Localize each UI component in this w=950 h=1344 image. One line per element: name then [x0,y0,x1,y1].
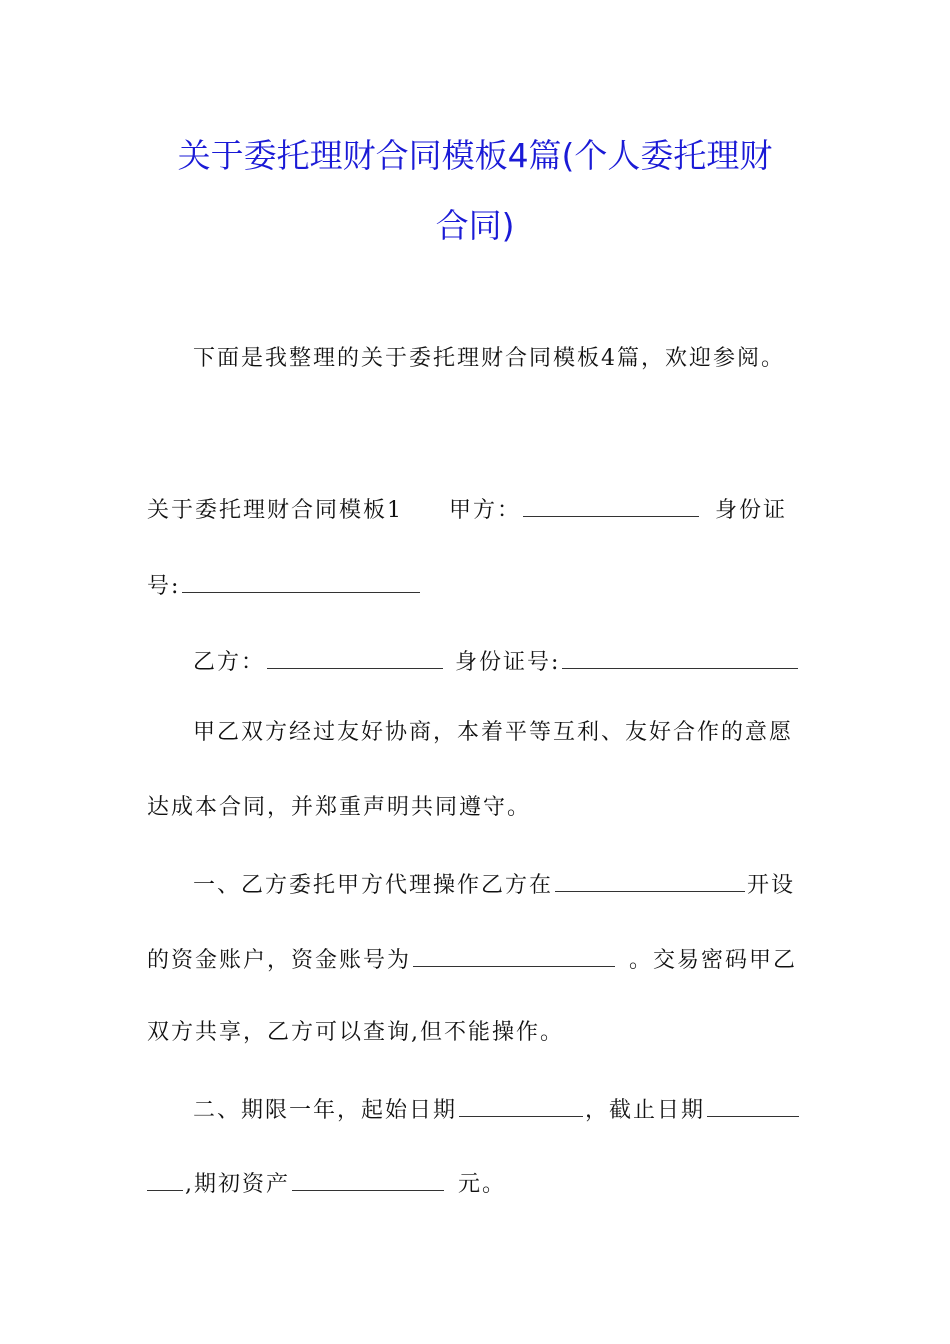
document-title-line1: 关于委托理财合同模板4篇(个人委托理财 [177,136,773,175]
id-label-part2: 号: [147,574,181,599]
section1-heading: 关于委托理财合同模板1 [147,498,403,523]
clause1-line3: 双方共享，乙方可以查询,但不能操作。 [147,1020,564,1045]
end-date-blank [707,1094,799,1117]
party-a-label: 甲方： [449,498,522,523]
clause2-line2-text-b: 元。 [458,1172,507,1197]
end-date-blank-cont [147,1168,183,1191]
clause2-line2-text-a: ,期初资产 [185,1172,290,1197]
party-a-id-blank [182,570,420,593]
clause1-institution-blank [555,869,745,892]
clause1-line2-text-b: 。交易密码甲乙 [629,948,798,973]
party-b-line [193,646,853,678]
initial-assets-blank [292,1168,444,1191]
clause1-text-b: 开设 [747,873,796,898]
id-label-part1: 身份证 [715,498,788,523]
clause1-line2-text-a: 的资金账户，资金账号为 [147,948,412,973]
start-date-blank [459,1094,583,1117]
clause2-text-a: 二、期限一年，起始日期 [193,1098,458,1123]
clause1-line1 [193,869,853,901]
party-b-blank [267,646,443,669]
account-number-blank [413,944,615,967]
para1-line2: 达成本合同，并郑重声明共同遵守。 [147,795,532,820]
section1-first-line [147,494,807,526]
document-title-line2: 合同) [435,206,515,245]
party-a-id-line [147,570,807,602]
clause1-text-a: 一、乙方委托甲方代理操作乙方在 [193,873,554,898]
para1-line1: 甲乙双方经过友好协商，本着平等互利、友好合作的意愿 [193,720,794,745]
party-b-id-label: 身份证号: [455,650,561,675]
clause2-text-b: ，截止日期 [585,1098,706,1123]
party-a-blank [523,494,699,517]
clause2-line2 [147,1168,807,1200]
party-b-id-blank [562,646,798,669]
clause2-line1 [193,1094,853,1126]
clause1-line2 [147,944,807,976]
party-b-label: 乙方： [193,650,266,675]
intro-paragraph: 下面是我整理的关于委托理财合同模板4篇，欢迎参阅。 [193,346,785,371]
